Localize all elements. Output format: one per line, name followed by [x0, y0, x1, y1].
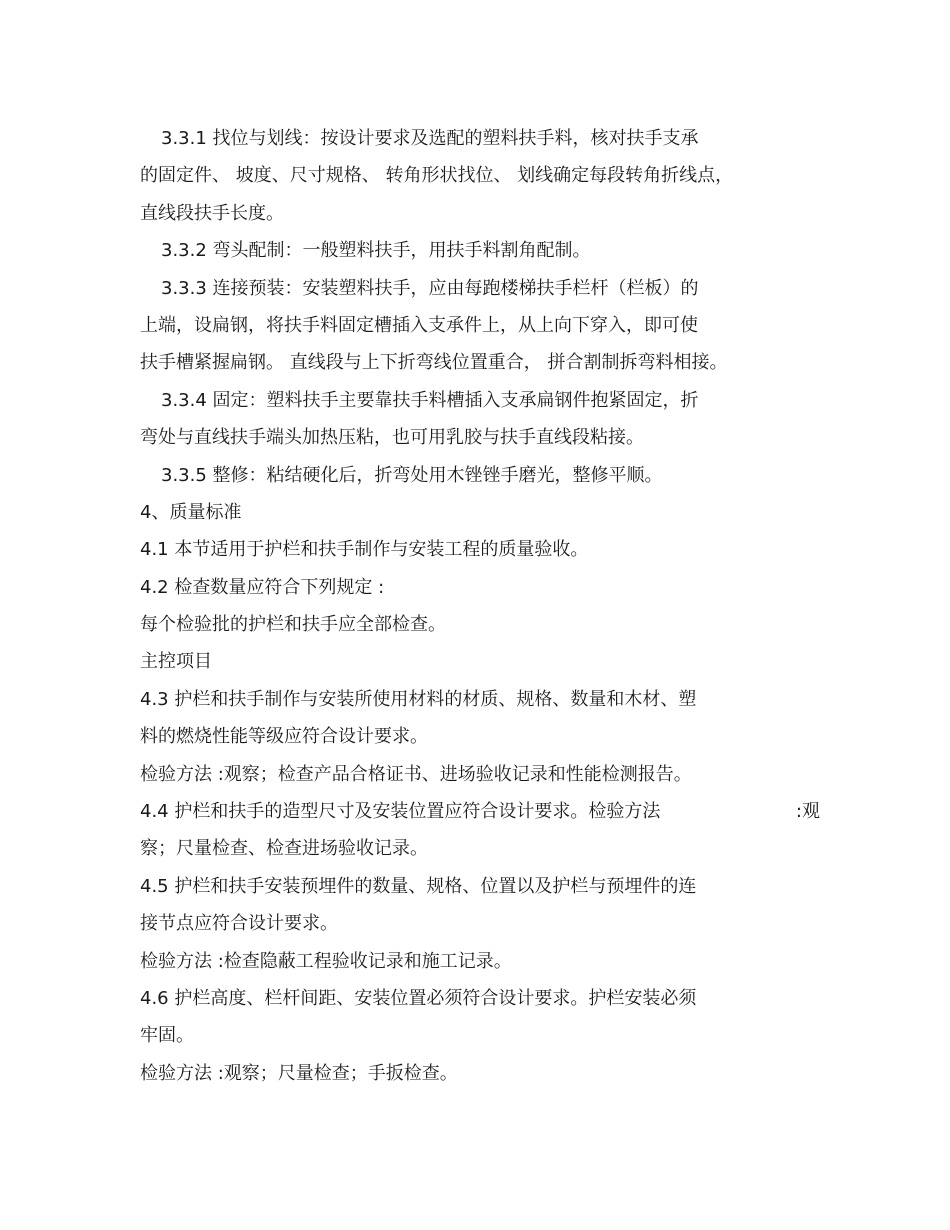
paragraph-3-3-2: 3.3.2 弯头配制：一般塑料扶手，用扶手料割角配制。 — [161, 240, 591, 262]
paragraph-4-4-line-1-tail: :观 — [795, 801, 820, 823]
paragraph-3-3-4-line-1: 3.3.4 固定：塑料扶手主要靠扶手料槽插入支承扁钢件抱紧固定，折 — [161, 389, 699, 411]
inspection-method-4-3: 检验方法 :观察；检查产品合格证书、进场验收记录和性能检测报告。 — [140, 763, 692, 785]
paragraph-4-4-line-1 — [140, 793, 820, 830]
inspection-method-4-5: 检验方法 :检查隐蔽工程验收记录和施工记录。 — [140, 950, 512, 972]
paragraph-3-3-3-line-3: 扶手槽紧握扁钢。 直线段与上下折弯线位置重合， 拼合割制拆弯料相接。 — [140, 352, 728, 374]
paragraph-4-3-line-2: 料的燃烧性能等级应符合设计要求。 — [140, 726, 428, 748]
paragraph-3-3-5: 3.3.5 整修：粘结硬化后，折弯处用木锉锉手磨光，整修平顺。 — [161, 464, 663, 486]
paragraph-4-4-line-2: 察；尺量检查、检查进场验收记录。 — [140, 838, 428, 860]
paragraph-4-6-line-1: 4.6 护栏高度、栏杆间距、安装位置必须符合设计要求。护栏安装必须 — [140, 987, 697, 1009]
paragraph-3-3-3-line-2: 上端，设扁钢，将扶手料固定槽插入支承件上，从上向下穿入，即可使 — [140, 314, 698, 336]
paragraph-4-5-line-1: 4.5 护栏和扶手安装预埋件的数量、规格、位置以及护栏与预埋件的连 — [140, 875, 697, 897]
paragraph-3-3-1-line-1: 3.3.1 找位与划线：按设计要求及选配的塑料扶手料，核对扶手支承 — [161, 128, 699, 149]
paragraph-3-3-1-line-2: 的固定件、 坡度、尺寸规格、 转角形状找位、 划线确定每段转角折线点， — [140, 165, 734, 187]
document-body — [140, 120, 820, 1092]
paragraph-4-1: 4.1 本节适用于护栏和扶手制作与安装工程的质量验收。 — [140, 539, 589, 561]
paragraph-inspection-all: 每个检验批的护栏和扶手应全部检查。 — [140, 614, 446, 636]
paragraph-4-4-line-1-main: 4.4 护栏和扶手的造型尺寸及安装位置应符合设计要求。检验方法 — [140, 801, 661, 823]
subheading-main-control-items: 主控项目 — [140, 651, 212, 673]
paragraph-3-3-3-line-1: 3.3.3 连接预装：安装塑料扶手，应由每跑楼梯扶手栏杆（栏板）的 — [161, 277, 699, 299]
paragraph-4-3-line-1: 4.3 护栏和扶手制作与安装所使用材料的材质、规格、数量和木材、塑 — [140, 688, 697, 710]
paragraph-3-3-1-line-3: 直线段扶手长度。 — [140, 202, 284, 224]
paragraph-4-2: 4.2 检查数量应符合下列规定 : — [140, 576, 385, 598]
paragraph-4-6-line-2: 牢固。 — [140, 1025, 194, 1047]
section-heading-quality-standard: 4、质量标准 — [140, 501, 242, 523]
paragraph-4-5-line-2: 接节点应符合设计要求。 — [140, 913, 338, 935]
inspection-method-4-6: 检验方法 :观察；尺量检查；手扳检查。 — [140, 1062, 458, 1084]
paragraph-3-3-4-line-2: 弯处与直线扶手端头加热压粘，也可用乳胶与扶手直线段粘接。 — [140, 427, 644, 449]
